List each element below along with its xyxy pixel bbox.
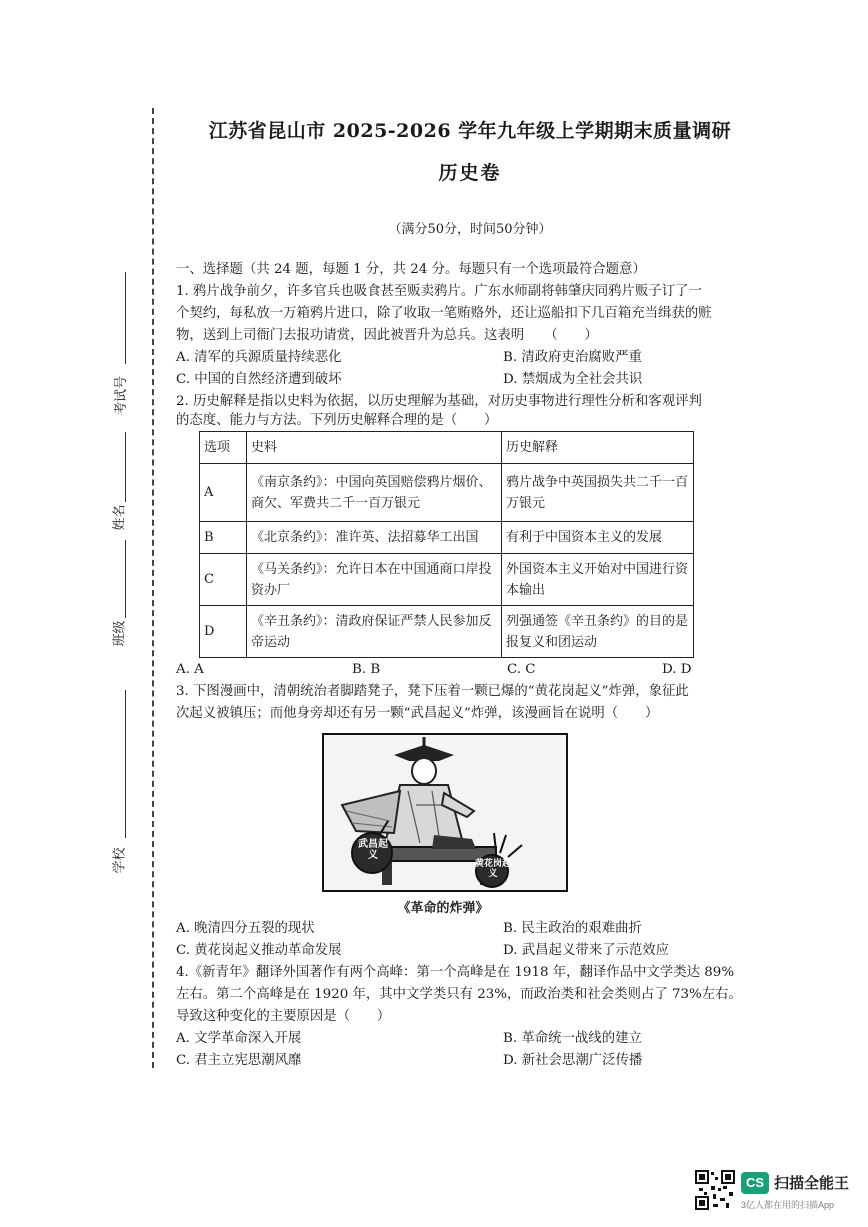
q3-line-2: 次起义被镇压；而他身旁却还有另一颗“武昌起义”炸弹，该漫画旨在说明（ ） [176, 706, 659, 721]
q3-option-d: D. 武昌起义带来了示范效应 [503, 943, 670, 958]
q2-option-d: D. D [662, 662, 692, 677]
table-header-cell: 史料 [247, 432, 502, 464]
table-row [200, 606, 694, 658]
q4-line-3: 导致这种变化的主要原因是（ ） [176, 1009, 391, 1024]
table-cell: D [200, 606, 247, 658]
name-label: 姓名 [112, 504, 128, 531]
q3-option-b: B. 民主政治的艰难曲折 [503, 921, 642, 936]
camscanner-tagline: 3亿人都在用的扫描App [741, 1200, 835, 1210]
table-cell: C [200, 554, 247, 606]
table-cell: A [200, 464, 247, 522]
q4-line-2: 左右。第二个高峰是在 1920 年，其中文学类只有 23%，而政治类和社会类则占了 73%左右。 [176, 987, 742, 1002]
q2-option-a: A. A [176, 662, 204, 677]
table-row [200, 522, 694, 554]
exam-no-rule [125, 272, 126, 364]
name-rule [125, 432, 126, 502]
subject-title: 历史卷 [438, 162, 502, 184]
class-rule [125, 540, 126, 618]
exam-no-label: 考试号 [114, 375, 130, 416]
q1-line-1: 1. 鸦片战争前夕，许多官兵也吸食甚至贩卖鸦片。广东水师副将韩肇庆同鸦片贩子订了一 [176, 284, 702, 299]
cartoon-caption: 《革命的炸弹》 [397, 901, 489, 916]
q1-option-b: B. 清政府吏治腐败严重 [503, 350, 642, 365]
q2-option-b: B. B [352, 662, 381, 677]
table-cell: B [200, 522, 247, 554]
school-label: 学校 [112, 847, 128, 874]
cartoon-drawing [324, 735, 566, 890]
q4-option-a: A. 文学革命深入开展 [176, 1031, 302, 1046]
table-header-row [200, 432, 694, 464]
class-label: 班级 [112, 620, 128, 647]
table-header-cell: 选项 [200, 432, 247, 464]
table-cell: 列强通签《辛丑条约》的目的是报复义和团运动 [502, 606, 694, 658]
q4-option-c: C. 君主立宪思潮风靡 [176, 1053, 302, 1068]
table-cell: 外国资本主义开始对中国进行资本输出 [502, 554, 694, 606]
q1-line-3: 物，送到上司衙门去报功请赏，因此被晋升为总兵。这表明 （ ） [176, 328, 598, 343]
exam-title: 江苏省昆山市 2025-2026 学年九年级上学期期末质量调研 [208, 120, 732, 142]
q2-line-1: 2. 历史解释是指以史料为依据，以历史理解为基础，对历史事物进行理性分析和客观评判 [176, 394, 702, 409]
table-row [200, 554, 694, 606]
table-cell: 鸦片战争中英国损失共二千一百万银元 [502, 464, 694, 522]
table-row [200, 464, 694, 522]
q1-line-2: 个契约，每私放一万箱鸦片进口，除了收取一笔贿赂外，还让巡船扣下几百箱充当缉获的赃 [176, 306, 712, 321]
table-header-cell: 历史解释 [502, 432, 694, 464]
table-cell: 《辛丑条约》：清政府保证严禁人民参加反帝运动 [247, 606, 502, 658]
table-cell: 《南京条约》：中国向英国赔偿鸦片烟价、商欠、军费共二千一百万银元 [247, 464, 502, 522]
q2-line-2: 的态度、能力与方法。下列历史解释合理的是（ ） [176, 413, 498, 428]
q1-option-a: A. 清军的兵源质量持续恶化 [176, 350, 342, 365]
q1-option-c: C. 中国的自然经济遭到破坏 [176, 372, 342, 387]
left-bomb-label: 武昌起义 [358, 839, 388, 861]
q2-source-table [199, 431, 694, 658]
binding-dashed-line [152, 108, 154, 1068]
school-rule [125, 690, 126, 838]
q1-option-d: D. 禁烟成为全社会共识 [503, 372, 643, 387]
right-bomb-label: 黄花岗起义 [474, 859, 511, 879]
camscanner-name: 扫描全能王 [774, 1175, 850, 1192]
qr-code-icon [695, 1170, 735, 1210]
q3-option-a: A. 晚清四分五裂的现状 [176, 921, 315, 936]
table-cell: 《北京条约》：准许英、法招募华工出国 [247, 522, 502, 554]
q4-option-d: D. 新社会思潮广泛传播 [503, 1053, 643, 1068]
camscanner-logo-icon: CS [741, 1172, 769, 1194]
q3-line-1: 3. 下图漫画中，清朝统治者脚踏凳子，凳下压着一颗已爆的“黄花岗起义”炸弹，象征此 [176, 684, 689, 699]
q3-option-c: C. 黄花岗起义推动革命发展 [176, 943, 342, 958]
section-heading: 一、选择题（共 24 题，每题 1 分，共 24 分。每题只有一个选项最符合题意） [176, 262, 646, 277]
table-cell: 有利于中国资本主义的发展 [502, 522, 694, 554]
q2-option-c: C. C [507, 662, 536, 677]
q4-line-1: 4.《新青年》翻译外国著作有两个高峰：第一个高峰是在 1918 年，翻译作品中文学类达 89% [176, 965, 735, 980]
table-cell: 《马关条约》：允许日本在中国通商口岸投资办厂 [247, 554, 502, 606]
exam-meta: （满分50分，时间50分钟） [388, 222, 552, 237]
cartoon-image [322, 733, 568, 892]
q4-option-b: B. 革命统一战线的建立 [503, 1031, 642, 1046]
